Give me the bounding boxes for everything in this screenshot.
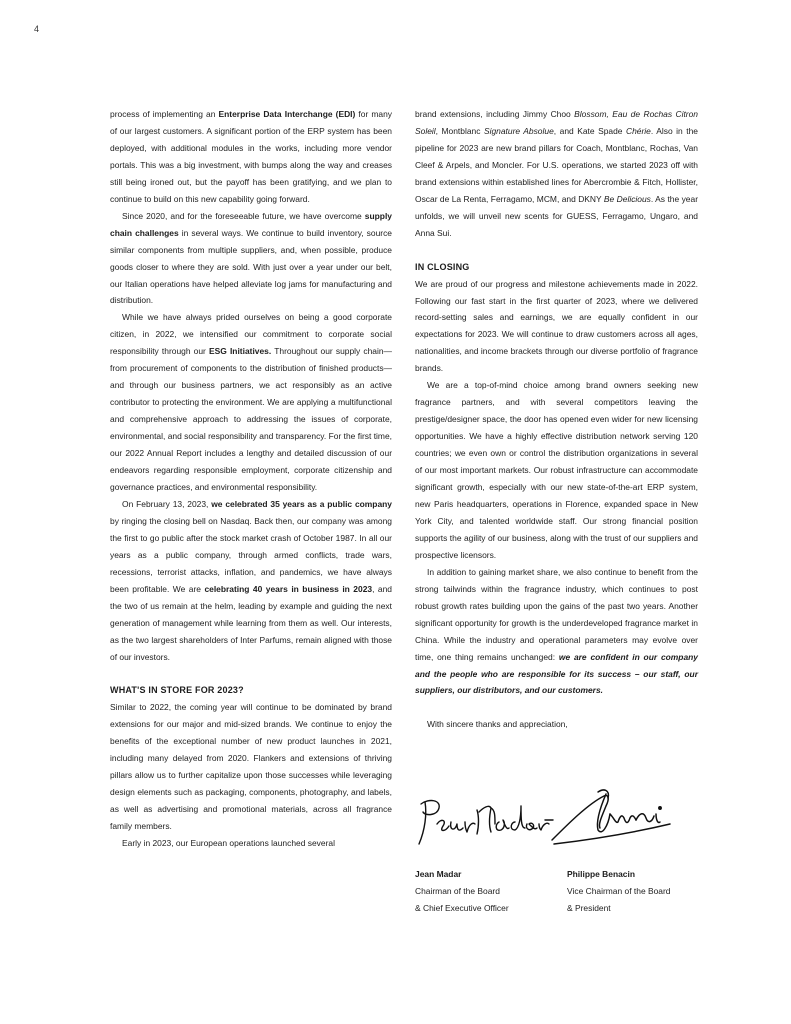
left-column — [110, 106, 392, 852]
emphasis-confidence: we are confident in our company and the people who are responsible for its success – our staff, our suppliers, our distributors, and our customers. — [415, 651, 698, 696]
paragraph-brand-extensions: brand extensions, including Jimmy Choo Blossom, Eau de Rochas Citron Soleil, Montblanc Signature Absolue, and Kate Spade Chérie. Also in the pipeline for 2023 are new brand pillars for Coach, Montblanc, Rochas, Van Cleef & Arpels, and Moncler. For U.S. operations, we started 2023 off with brand extensions within established lines for Abercrombie & Fitch, Hollister, Oscar de La Renta, Ferragamo, MCM, and DKNY Be Delicious. As the year unfolds, we will unveil new scents for GUESS, Ferragamo, Ungaro, and Anna Sui. — [415, 109, 699, 238]
emphasis-40-years: celebrating 40 years in business in 2023 — [204, 583, 373, 594]
paragraph-top-of-mind: We are a top-of-mind choice among brand owners seeking new fragrance partners, and with several competitors leaving the prestige/designer space, the door has opened even wider for new licensing opportunities. We have a highly effective distribution network serving 120 countries; we even own or control the distribution organizations in several of our most important markets. Our robust infrastructure can accommodate significant growth, especially with our new state-of-the-art ERP system, new Paris headquarters, operations in Florence, expanded space in New York City, and talented worldwide staff. Our strong financial position supports the agility of our business, along with the trust of our suppliers and prospective licensors. — [415, 380, 698, 560]
section-heading-2023: WHAT'S IN STORE FOR 2023? — [110, 685, 244, 696]
paragraph-supply-chain: Since 2020, and for the foreseeable future, we have overcome supply chain challenges in several ways. We continue to build inventory, source similar components from multiple suppliers, and, when possible, produce goods closer to where they are sold. With just over a year under our belt, our Italian operations have helped alleviate log jams for manufacturing and distribution. — [110, 210, 392, 306]
signatory-name: Jean Madar — [415, 869, 462, 879]
signatory-name: Philippe Benacin — [567, 869, 635, 879]
emphasis-edi: Enterprise Data Interchange (EDI) — [218, 109, 356, 119]
emphasis-35-years: we celebrated 35 years as a public company — [211, 498, 392, 509]
signatory-title: & President — [567, 902, 611, 913]
paragraph-2023-outlook: Similar to 2022, the coming year will continue to be dominated by brand extensions for our major and mid-sized brands. We continue to enjoy the benefits of the exceptional number of new product launches in 2021, including many delayed from 2020. Flankers and extensions of thriving pillars allow us to further capitalize upon those successes while leveraging design elements such as packaging, components, photography, and labels, as well as advertising and promotional materials, across all fragrance family members. — [110, 702, 392, 832]
closing-salutation: With sincere thanks and appreciation, — [427, 719, 568, 730]
emphasis-esg: ESG Initiatives. — [209, 346, 272, 357]
paragraph-esg: While we have always prided ourselves on being a good corporate citizen, in 2022, we intensified our commitment to corporate social responsibility through our ESG Initiatives. Throughout our supply chain—from procurement of components to the distribution of finished products—and through our business partners, we act responsibly as an active contributor to protecting the environment. We are applying a multifunctional and comprehensive approach to addressing the issues of corporate, environmental, and social responsibility and transparency. For the first time, our 2022 Annual Report includes a lengthy and detailed discussion of our endeavors regarding responsible employment, corporate citizenship and governance practices, and environmental responsibility. — [110, 312, 392, 492]
signatory-title: Chairman of the Board — [415, 885, 500, 896]
signature-jean-madar — [415, 794, 555, 850]
signatory-title: & Chief Executive Officer — [415, 902, 509, 913]
paragraph-market-share: In addition to gaining market share, we also continue to benefit from the strong tailwinds within the fragrance industry, which continues to post robust growth rates building upon the gains of the past two years. Another significant opportunity for growth is the underdeveloped fragrance market in China. While the industry and operational parameters may evolve over time, one thing remains unchanged: we are confident in our company and the people who are responsible for its success – our staff, our suppliers, our distributors, and our customers. — [415, 566, 698, 696]
paragraph-progress: We are proud of our progress and milestone achievements made in 2022. Following our fast start in the first quarter of 2023, where we delivered record-setting sales and earnings, we are equally confident in our expectations for 2023. We will continue to draw customers across all ages, nationalities, and income brackets through our diverse portfolio of fragrance brands. — [415, 278, 698, 374]
signatory-jean-madar — [415, 866, 509, 917]
right-column — [415, 106, 698, 733]
signatory-philippe-benacin — [567, 866, 671, 917]
signatory-title: Vice Chairman of the Board — [567, 885, 671, 896]
paragraph-european-ops: Early in 2023, our European operations launched several — [122, 838, 335, 849]
section-heading-closing: IN CLOSING — [415, 261, 470, 272]
emphasis-supply-chain: supply chain challenges — [110, 210, 392, 238]
paragraph-anniversary: On February 13, 2023, we celebrated 35 years as a public company by ringing the closing bell on Nasdaq. Back then, our company was among the first to go public after the stock market crash of October 1987. In all our years as a public company, through armed conflicts, trade wars, recessions, terrorist attacks, inflation, and pandemics, we have always been profitable. We are celebrating 40 years in business in 2023, and the two of us remain at the helm, leading by example and guiding the next generation of management while learning from them as well. Our interests, as the two largest shareholders of Inter Parfums, remain aligned with those of our investors. — [110, 498, 392, 662]
paragraph-edi: process of implementing an Enterprise Data Interchange (EDI) for many of our largest customers. A significant portion of the ERP system has been deployed, with additional modules in the works, including more vendor portals. This was a big investment, with bumps along the way and creases still being ironed out, but the payoff has been gratifying, and we plan to continue to build on this new capability going forward. — [110, 109, 392, 204]
signature-philippe-benacin — [548, 784, 678, 848]
page-number: 4 — [34, 24, 40, 34]
